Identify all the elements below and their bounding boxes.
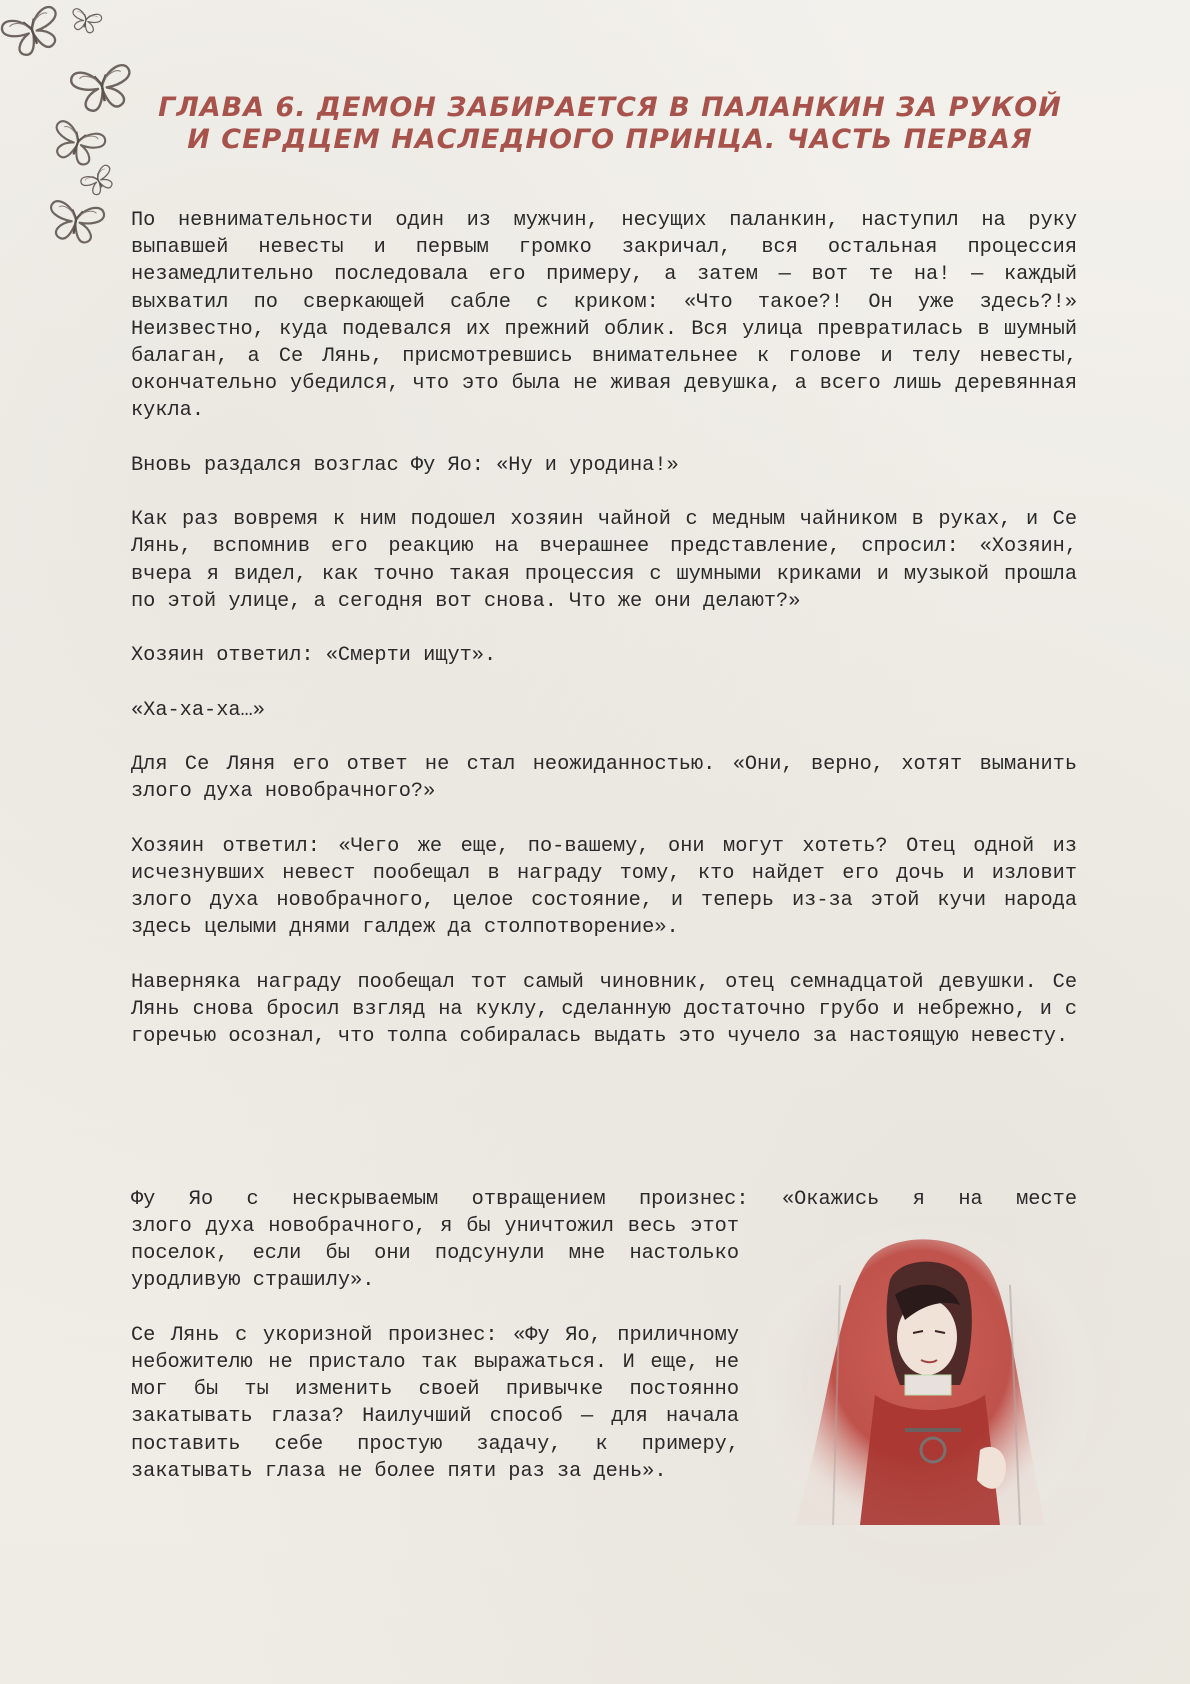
paragraph: Хозяин ответил: «Чего же еще, по-вашему, они могут хотеть? Отец одной из исчезнувших невест пообещал в награду тому, кто найдет его дочь и изловит злого духа новобрачного, целое состояние, и теперь из-за этой кучи народа здесь целыми днями галдеж да столпотворение». <box>131 834 1077 940</box>
paragraph-first-line: Фу Яо с нескрываемым отвращением произнес: «Окажись я на месте <box>131 1188 1077 1211</box>
paragraph: Наверняка награду пообещал тот самый чиновник, отец семнадцатой девушки. Се Лянь снова бросил взгляд на куклу, сделанную достаточно грубо и небрежно, и с горечью осознал, что толпа собиралась выдать это чучело за настоящую невесту. <box>131 970 1077 1048</box>
butterfly-icon <box>70 64 135 114</box>
butterfly-icon <box>79 164 118 199</box>
butterfly-icon <box>0 5 66 60</box>
butterfly-icon <box>69 8 103 35</box>
body-text <box>131 207 1077 1077</box>
butterfly-icon <box>46 200 105 245</box>
wrapped-text <box>131 1213 739 1512</box>
paragraph: По невнимательности один из мужчин, несущих паланкин, наступил на руку выпавшей невесты и первым громко закричал, вся остальная процессия незамедлительно последовала его примеру, а затем — вот те на! — каждый выхватил по сверкающей сабле с криком: «Что такое?! Он уже здесь?!» Неизвестно, куда подевался их прежний облик. Вся улица превратилась в шумный балаган, а Се Лянь, присмотревшись внимательнее к голове и телу невесты, окончательно убедился, что это была не живая девушка, а всего лишь деревянная кукла. <box>131 209 1077 423</box>
butterfly-icon <box>47 119 107 169</box>
chapter-title <box>140 92 1080 156</box>
fu-yao-first-line <box>131 1186 1077 1213</box>
character-illustration <box>755 1225 1095 1545</box>
butterflies-decoration <box>0 0 150 260</box>
paragraph: злого духа новобрачного, я бы уничтожил весь этот поселок, если бы они подсунули мне настолько уродливую страшилу». <box>131 1215 739 1293</box>
paragraph: Вновь раздался возглас Фу Яо: «Ну и уродина!» <box>131 453 679 477</box>
paragraph: Се Лянь с укоризной произнес: «Фу Яо, приличному небожителю не пристало так выражаться. И еще, не мог бы ты изменить своей привычке постоянно закатывать глаза? Наилучший способ — для начала поставить себе простую задачу, к примеру, закатывать глаза не более пяти раз за день». <box>131 1323 739 1483</box>
chapter-title-line-2: И СЕРДЦЕМ НАСЛЕДНОГО ПРИНЦА. ЧАСТЬ ПЕРВАЯ <box>187 124 1033 155</box>
chapter-title-line-1: ГЛАВА 6. ДЕМОН ЗАБИРАЕТСЯ В ПАЛАНКИН ЗА РУКОЙ <box>158 92 1062 123</box>
paragraph: Хозяин ответил: «Смерти ищут». <box>131 644 497 668</box>
paragraph: «Ха-ха-ха…» <box>131 698 265 722</box>
paragraph: Для Се Ляня его ответ не стал неожиданностью. «Они, верно, хотят выманить злого духа новобрачного?» <box>131 752 1077 804</box>
paragraph: Как раз вовремя к ним подошел хозяин чайной с медным чайником в руках, и Се Лянь, вспомнив его реакцию на вчерашнее представление, спросил: «Хозяин, вчера я видел, как точно такая процессия с шумными криками и музыкой прошла по этой улице, а сегодня вот снова. Что же они делают?» <box>131 508 1077 613</box>
